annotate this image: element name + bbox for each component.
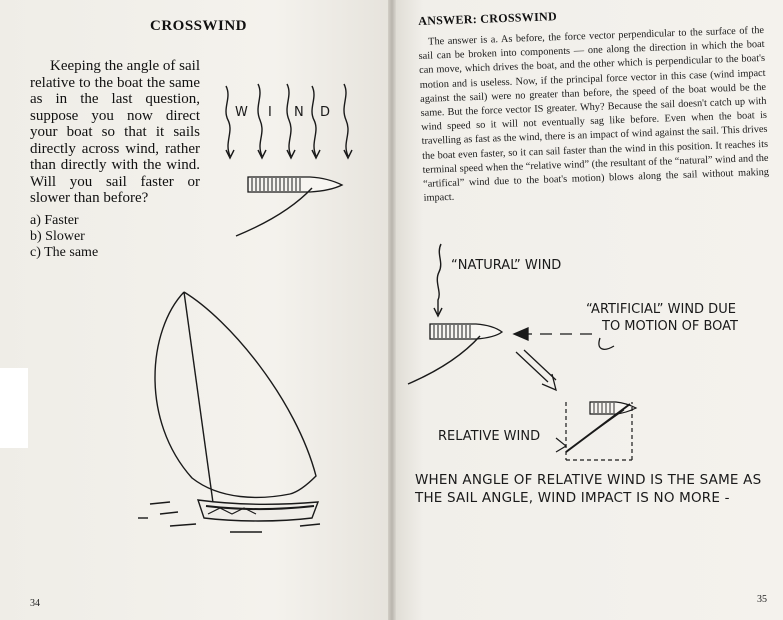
natural-wind-arrow (434, 244, 442, 316)
boat-top-view-left (236, 177, 342, 236)
sailboat-drawing (138, 292, 320, 532)
vector-triangle (556, 402, 636, 460)
natural-wind-label: “NATURAL” WIND (451, 258, 562, 273)
relative-wind-label: RELATIVE WIND (438, 429, 541, 444)
wind-letter-i: I (268, 105, 272, 120)
question-paragraph: Keeping the angle of sail relative to the boat the same as in the last question, suppose you now direct your boat so that it sails directly across wind, rather than directly with the wind. Will you sail faster or slower than before? (30, 58, 200, 206)
artificial-wind-label-line1: “ARTIFICIAL” WIND DUE (586, 302, 736, 317)
boat-top-view-right (408, 324, 502, 384)
choice-c: c) The same (30, 245, 99, 260)
left-page-title: CROSSWIND (150, 18, 248, 34)
wind-letter-d: D (320, 105, 331, 120)
caption-line-1: WHEN ANGLE OF RELATIVE WIND IS THE SAME AS (415, 472, 762, 488)
answer-title: ANSWER: CROSSWIND (418, 9, 558, 28)
left-page-number: 34 (30, 598, 40, 609)
wind-letter-w: W (235, 105, 248, 120)
artificial-wind-arrow (514, 328, 614, 349)
right-page-number: 35 (757, 594, 767, 605)
artificial-wind-label-line2: TO MOTION OF BOAT (602, 319, 738, 334)
caption-line-2: THE SAIL ANGLE, WIND IMPACT IS NO MORE - (415, 490, 730, 506)
wind-arrows-illustration (226, 84, 352, 158)
wind-letter-n: N (294, 105, 304, 120)
answer-paragraph: The answer is a. As before, the force vector perpendicular to the surface of the sail can be broken into components — one along the direction in which the boat can move, which drives the boat, and the other which is perpendicular to the boat's motion and is useless. Now, if the principal force vector in this case (wind impact against the sail) were no greater than before, the speed of the boat would be the same. But the force vector IS greater. Why? Because the sail doesn't catch up with wind speed so it will not eventually sag like before. Even when the boat is travelling as fast as the wind, there is an impact of wind against the sail. This drives the boat even faster, so it can sail faster than the wind in this position. It reaches its terminal speed when the “relative wind” (the resultant of the “natural” wind and the “artifical” wind due to the boat's motion) blows along the sail without making impact. (418, 24, 770, 205)
choice-a: a) Faster (30, 213, 79, 228)
diagonal-arrows (516, 350, 556, 390)
choice-b: b) Slower (30, 229, 85, 244)
